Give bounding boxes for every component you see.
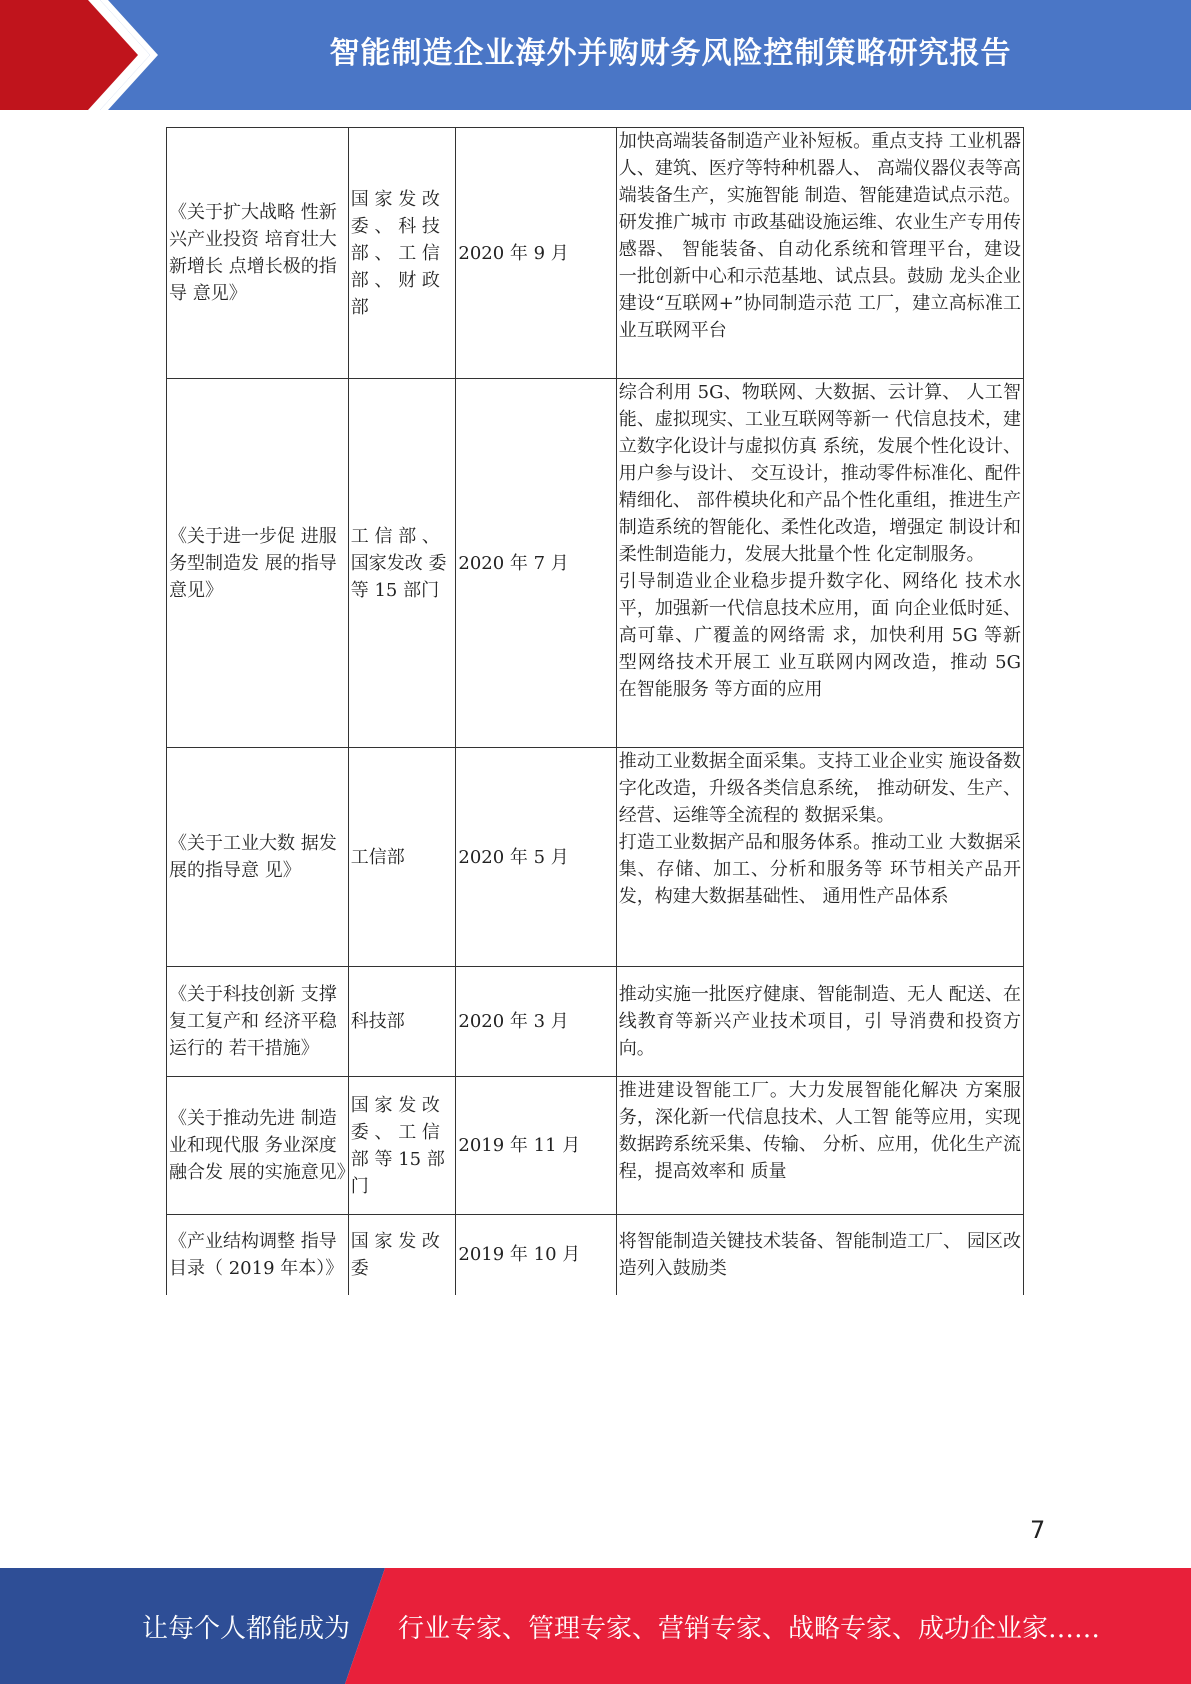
policy-date-cell: 2020 年 9 月: [456, 128, 616, 379]
policy-date-cell: 2019 年 11 月: [456, 1077, 616, 1215]
policy-name-cell: 《关于进一步促 进服务型制造发 展的指导意见》: [167, 379, 349, 748]
policy-desc-paragraph: 引导制造业企业稳步提升数字化、网络化 技术水平，加强新一代信息技术应用，面 向企业低时延、高可靠、广覆盖的网络需 求，加快利用 5G 等新型网络技术开展工 业互联网内网改造，推动 5G 在智能服务 等方面的应用: [618, 571, 1021, 700]
policy-dept-cell: 科技部: [348, 967, 456, 1077]
policy-desc-cell: [616, 1077, 1023, 1215]
policy-desc-paragraph: 打造工业数据产品和服务体系。推动工业 大数据采集、存储、加工、分析和服务等 环节相关产品开发，构建大数据基础性、 通用性产品体系: [618, 832, 1021, 907]
policy-name-cell: 《关于推动先进 制造业和现代服 务业深度融合发 展的实施意见》: [167, 1077, 349, 1215]
table-row: [167, 128, 1024, 379]
policy-name-cell: 《产业结构调整 指导目录（ 2019 年本）》: [167, 1215, 349, 1295]
policy-date-cell: 2020 年 5 月: [456, 748, 616, 967]
table-row: [167, 967, 1024, 1077]
policy-date-cell: 2020 年 3 月: [456, 967, 616, 1077]
policy-desc-cell: [616, 967, 1023, 1077]
policy-table: [166, 127, 1024, 1295]
page-header: [0, 0, 1191, 110]
policy-name-cell: 《关于工业大数 据发展的指导意 见》: [167, 748, 349, 967]
policy-desc-paragraph: 将智能制造关键技术装备、智能制造工厂、 园区改造列入鼓励类: [618, 1230, 1021, 1279]
policy-date-cell: 2019 年 10 月: [456, 1215, 616, 1295]
report-title: 智能制造企业海外并购财务风险控制策略研究报告: [329, 36, 1012, 71]
table-row: [167, 1077, 1024, 1215]
policy-desc-paragraph: 综合利用 5G、物联网、大数据、云计算、 人工智能、虚拟现实、工业互联网等新一 代信息技术，建立数字化设计与虚拟仿真 系统，发展个性化设计、用户参与设计、 交互设计，推动零件标准化、配件精细化、 部件模块化和产品个性化重组，推进生产 制造系统的智能化、柔性化改造，增强定 制设计和柔性制造能力，发展大批量个性 化定制服务。: [618, 382, 1021, 565]
footer-slogan-right: 行业专家、管理专家、营销专家、战略专家、成功企业家……: [398, 1613, 1101, 1644]
policy-date-cell: 2020 年 7 月: [456, 379, 616, 748]
policy-desc-paragraph: 推进建设智能工厂。大力发展智能化解决 方案服务，深化新一代信息技术、人工智 能等应用，实现数据跨系统采集、传输、 分析、应用，优化生产流程，提高效率和 质量: [618, 1080, 1021, 1182]
policy-dept-cell: 工信部: [348, 748, 456, 967]
policy-desc-cell: [616, 128, 1023, 379]
page-footer: [0, 1568, 1191, 1684]
table-row: [167, 379, 1024, 748]
page-number: 7: [1030, 1516, 1046, 1544]
header-chevron-decoration: [0, 0, 160, 110]
table-row: [167, 748, 1024, 967]
policy-desc-paragraph: 推动实施一批医疗健康、智能制造、无人 配送、在线教育等新兴产业技术项目，引 导消费和投资方向。: [618, 984, 1021, 1059]
policy-name-cell: 《关于扩大战略 性新兴产业投资 培育壮大新增长 点增长极的指导 意见》: [167, 128, 349, 379]
policy-dept-cell: 国 家 发 改 委 、 工 信 部 等 15 部 门: [348, 1077, 456, 1215]
policy-desc-cell: [616, 748, 1023, 967]
policy-name-cell: 《关于科技创新 支撑复工复产和 经济平稳运行的 若干措施》: [167, 967, 349, 1077]
policy-dept-cell: 国 家 发 改 委 、 科 技 部 、 工 信 部 、 财 政 部: [348, 128, 456, 379]
footer-slogan-left: 让每个人都能成为: [142, 1613, 351, 1644]
policy-desc-cell: [616, 1215, 1023, 1295]
policy-desc-paragraph: 推动工业数据全面采集。支持工业企业实 施设备数字化改造，升级各类信息系统， 推动研发、生产、经营、运维等全流程的 数据采集。: [618, 751, 1021, 826]
policy-desc-cell: [616, 379, 1023, 748]
policy-dept-cell: 国 家 发 改 委: [348, 1215, 456, 1295]
policy-desc-paragraph: 加快高端装备制造产业补短板。重点支持 工业机器人、建筑、医疗等特种机器人、 高端仪器仪表等高端装备生产，实施智能 制造、智能建造试点示范。研发推广城市 市政基础设施运维、农业生产专用传感器、 智能装备、自动化系统和管理平台，建设 一批创新中心和示范基地、试点县。鼓励 龙头企业建设“互联网+”协同制造示范 工厂，建立高标准工业互联网平台: [618, 131, 1021, 341]
policy-dept-cell: 工 信 部 、 国家发改 委等 15 部门: [348, 379, 456, 748]
table-row: [167, 1215, 1024, 1295]
